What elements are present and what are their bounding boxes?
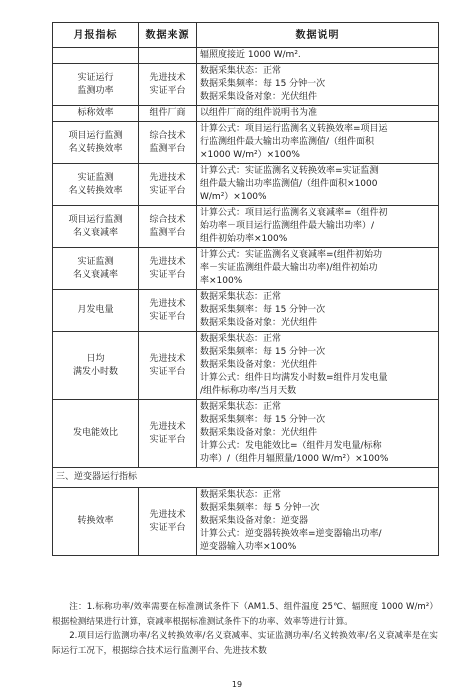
source-cell — [139, 48, 197, 64]
table-header-row — [53, 23, 439, 48]
text-line: 组件最大输出功率监测值/（组件面积×1000 — [200, 179, 378, 189]
table-row — [53, 400, 439, 468]
indicator-cell — [53, 122, 139, 164]
table-row — [53, 488, 439, 556]
indicator-cell — [53, 64, 139, 106]
text-line: 数据采集设备对象：光伏组件 — [200, 428, 318, 438]
text-line: 监测平台 — [149, 227, 186, 238]
description-cell — [197, 206, 439, 248]
text-line: 综合技术 — [149, 130, 186, 141]
description-cell: 辐照度接近 1000 W/m². — [197, 48, 439, 64]
text-line: 计算公式：逆变器转换效率=逆变器输出功率/ — [200, 529, 382, 539]
text-line: 功率）/（组件月辐照量/1000 W/m²）×100% — [200, 454, 389, 464]
indicator-cell — [53, 206, 139, 248]
source-cell — [139, 164, 197, 206]
text-line: 转换效率 — [77, 516, 114, 526]
source-cell — [139, 400, 197, 468]
text-line: 满发小时数 — [72, 366, 118, 377]
table-row — [53, 290, 439, 332]
text-line: 组件初始功率×100% — [200, 234, 288, 244]
text-line: 计算公式：组件日均满发小时数=组件月发电量 — [200, 373, 388, 383]
text-line: 先进技术 — [149, 421, 186, 432]
indicator-cell — [53, 48, 139, 64]
text-line: W/m²）×100% — [200, 192, 267, 202]
source-cell — [139, 488, 197, 556]
table-row — [53, 64, 439, 106]
header-indicator: 月报指标 — [53, 23, 139, 48]
text-line: 名义衰减率 — [72, 269, 118, 280]
text-line: 数据采集设备对象：光伏组件 — [200, 318, 318, 328]
text-line: 组件厂商 — [149, 108, 186, 118]
text-line: 先进技术 — [149, 256, 186, 267]
description-cell — [197, 248, 439, 290]
text-line: 项目运行监测 — [68, 214, 123, 225]
text-line: 率－实证监测组件最大输出功率)/组件初始功 — [200, 263, 378, 273]
description-cell — [197, 290, 439, 332]
text-line: 数据采集状态：正常 — [200, 490, 282, 500]
text-line: 先进技术 — [149, 353, 186, 364]
description-cell — [197, 332, 439, 400]
indicator-cell — [53, 248, 139, 290]
text-line: 标称效率 — [77, 108, 114, 118]
indicator-cell — [53, 290, 139, 332]
text-line: 计算公式：发电能效比=（组件月发电量/标称 — [200, 441, 382, 451]
text-line: 数据采集频率：每 15 分钟一次 — [200, 79, 326, 89]
source-cell — [139, 122, 197, 164]
indicator-table — [52, 22, 439, 556]
text-line: 名义衰减率 — [72, 227, 118, 238]
text-line: 实证平台 — [149, 269, 186, 280]
text-line: 实证运行 — [77, 72, 114, 83]
text-line: 先进技术 — [149, 509, 186, 520]
text-line: 实证平台 — [149, 434, 186, 445]
text-line: 先进技术 — [149, 172, 186, 183]
text-line: 数据采集状态：正常 — [200, 292, 282, 302]
description-cell — [197, 122, 439, 164]
section-row — [53, 468, 439, 488]
text-line: 数据采集频率：每 15 分钟一次 — [200, 305, 326, 315]
text-line: 数据采集状态：正常 — [200, 402, 282, 412]
text-line: 监测平台 — [149, 143, 186, 154]
description-cell — [197, 400, 439, 468]
source-cell — [139, 290, 197, 332]
text-line: 数据采集频率：每 15 分钟一次 — [200, 347, 326, 357]
source-cell — [139, 248, 197, 290]
text-line: 先进技术 — [149, 298, 186, 309]
text-line: 率×100% — [200, 276, 243, 286]
text-line: 计算公式：项目运行监测名义衰减率=（组件初 — [200, 208, 388, 218]
header-source: 数据来源 — [139, 23, 197, 48]
description-cell — [197, 488, 439, 556]
text-line: 数据采集频率：每 5 分钟一次 — [200, 503, 320, 513]
page-number: 19 — [231, 680, 243, 689]
text-line: ×1000 W/m²）×100% — [200, 150, 300, 160]
table-row — [53, 122, 439, 164]
description-cell — [197, 106, 439, 122]
text-line: 数据采集设备对象：逆变器 — [200, 516, 309, 526]
text-line: 数据采集设备对象：光伏组件 — [200, 92, 318, 102]
text-line: 实证平台 — [149, 366, 186, 377]
section-label: 三、逆变器运行指标 — [53, 468, 439, 488]
text-line: 计算公式：实证监测名义衰减率=(组件初始功 — [200, 250, 383, 260]
text-line: 以组件厂商的组件说明书为准 — [200, 108, 318, 118]
text-line: 发电能效比 — [72, 428, 118, 438]
text-line: 行监测组件最大输出功率监测值/（组件面积 — [200, 137, 375, 147]
text-line: 实证监测 — [77, 256, 114, 267]
text-line: 逆变器输入功率×100% — [200, 542, 297, 552]
source-cell — [139, 106, 197, 122]
indicator-cell — [53, 488, 139, 556]
text-line: 名义转换效率 — [68, 185, 123, 196]
table-row-continued — [53, 48, 439, 64]
text-line: 月发电量 — [77, 305, 114, 315]
text-line: 监测功率 — [77, 85, 114, 96]
text-line: 先进技术 — [149, 72, 186, 83]
indicator-cell — [53, 164, 139, 206]
source-cell — [139, 332, 197, 400]
text-line: 数据采集状态：正常 — [200, 334, 282, 344]
indicator-cell — [53, 106, 139, 122]
text-line: 实证监测 — [77, 172, 114, 183]
table-row — [53, 248, 439, 290]
description-cell — [197, 64, 439, 106]
text-line: 计算公式：实证监测名义转换效率=实证监测 — [200, 166, 379, 176]
text-line: 名义转换效率 — [68, 143, 123, 154]
indicator-cell — [53, 332, 139, 400]
text-line: 计算公式：项目运行监测名义转换效率=项目运 — [200, 124, 388, 134]
table-row — [53, 206, 439, 248]
indicator-cell — [53, 400, 139, 468]
header-description: 数据说明 — [197, 23, 439, 48]
note-paragraph: 注：1.标称功率/效率需要在标准测试条件下（AM1.5、组件温度 25℃、辐照度 1000 W/m²）根据检测结果进行计算，衰减率根据标准测试条件下的功率、效率等进行计算。 — [52, 602, 438, 627]
text-line: 数据采集设备对象：光伏组件 — [200, 360, 318, 370]
text-line: 日均 — [86, 353, 105, 364]
source-cell — [139, 206, 197, 248]
text-line: 数据采集状态：正常 — [200, 66, 282, 76]
table-row — [53, 106, 439, 122]
description-cell — [197, 164, 439, 206]
text-line: 实证平台 — [149, 522, 186, 533]
table-row — [53, 332, 439, 400]
text-line: 实证平台 — [149, 85, 186, 96]
source-cell — [139, 64, 197, 106]
note-paragraph: 2.项目运行监测功率/名义转换效率/名义衰减率、实证监测功率/名义转换效率/名义衰减率是在实际运行工况下，根据综合技术运行监测平台、先进技术数 — [52, 631, 438, 656]
text-line: 实证平台 — [149, 311, 186, 322]
text-line: /组件标称功率/当月天数 — [200, 386, 297, 396]
table-row — [53, 164, 439, 206]
text-line: 综合技术 — [149, 214, 186, 225]
text-line: 始功率－项目运行监测组件最大输出功率）/ — [200, 221, 375, 231]
text-line: 数据采集频率：每 15 分钟一次 — [200, 415, 326, 425]
table-notes — [52, 600, 438, 658]
text-line: 项目运行监测 — [68, 130, 123, 141]
text-line: 实证平台 — [149, 185, 186, 196]
